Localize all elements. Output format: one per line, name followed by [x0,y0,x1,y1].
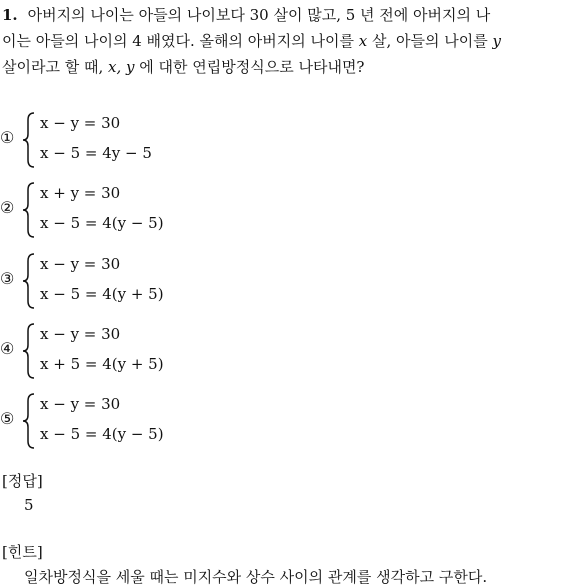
choice-marker: ① [0,128,15,147]
left-brace-icon [22,253,36,309]
left-brace-icon [22,323,36,379]
question-number: 1. [2,6,18,24]
choice-3[interactable] [0,251,300,311]
choice-marker: ④ [0,339,15,358]
answer-label: [정답] [2,472,43,490]
left-brace-icon [22,112,36,168]
choice-marker: ② [0,198,15,217]
question-line-2 [2,28,570,54]
question-line-1-text: 아버지의 나이는 아들의 나이보다 30 살이 많고, 5 년 전에 아버지의 나 [27,6,491,24]
question-line-2-text-a: 이는 아들의 나이의 4 배였다. 올해의 아버지의 나이를 [2,32,359,50]
question-line-1 [2,2,570,28]
choice-equation-2: x − 5 = 4(y + 5) [40,285,164,303]
question-line-3-text-b: 에 대한 연립방정식으로 나타내면? [134,58,365,76]
question-line-3 [2,54,570,80]
choice-4[interactable] [0,321,300,381]
variables-xy: x, y [108,58,135,76]
answer-value: 5 [24,496,34,514]
hint-label: [힌트] [2,543,43,561]
choice-equation-2: x − 5 = 4(y − 5) [40,425,164,443]
choice-equation-1: x − y = 30 [40,395,121,413]
choice-equation-2: x − 5 = 4y − 5 [40,144,152,162]
choice-equation-1: x − y = 30 [40,255,121,273]
left-brace-icon [22,393,36,449]
variable-y: y [492,32,501,50]
variable-x: x [358,32,368,50]
choice-marker: ③ [0,269,15,288]
hint-text: 일차방정식을 세울 때는 미지수와 상수 사이의 관계를 생각하고 구한다. [24,568,488,586]
choice-5[interactable] [0,391,300,451]
choice-equation-1: x − y = 30 [40,114,121,132]
choice-equation-2: x − 5 = 4(y − 5) [40,214,164,232]
choice-equation-1: x − y = 30 [40,325,121,343]
choice-2[interactable] [0,180,300,240]
choice-marker: ⑤ [0,409,15,428]
question-text [2,2,570,80]
choice-equation-1: x + y = 30 [40,184,121,202]
choice-1[interactable] [0,110,300,170]
question-line-3-text-a: 살이라고 할 때, [2,58,109,76]
left-brace-icon [22,182,36,238]
choice-equation-2: x + 5 = 4(y + 5) [40,355,164,373]
question-line-2-text-b: 살, 아들의 나이를 [367,32,493,50]
